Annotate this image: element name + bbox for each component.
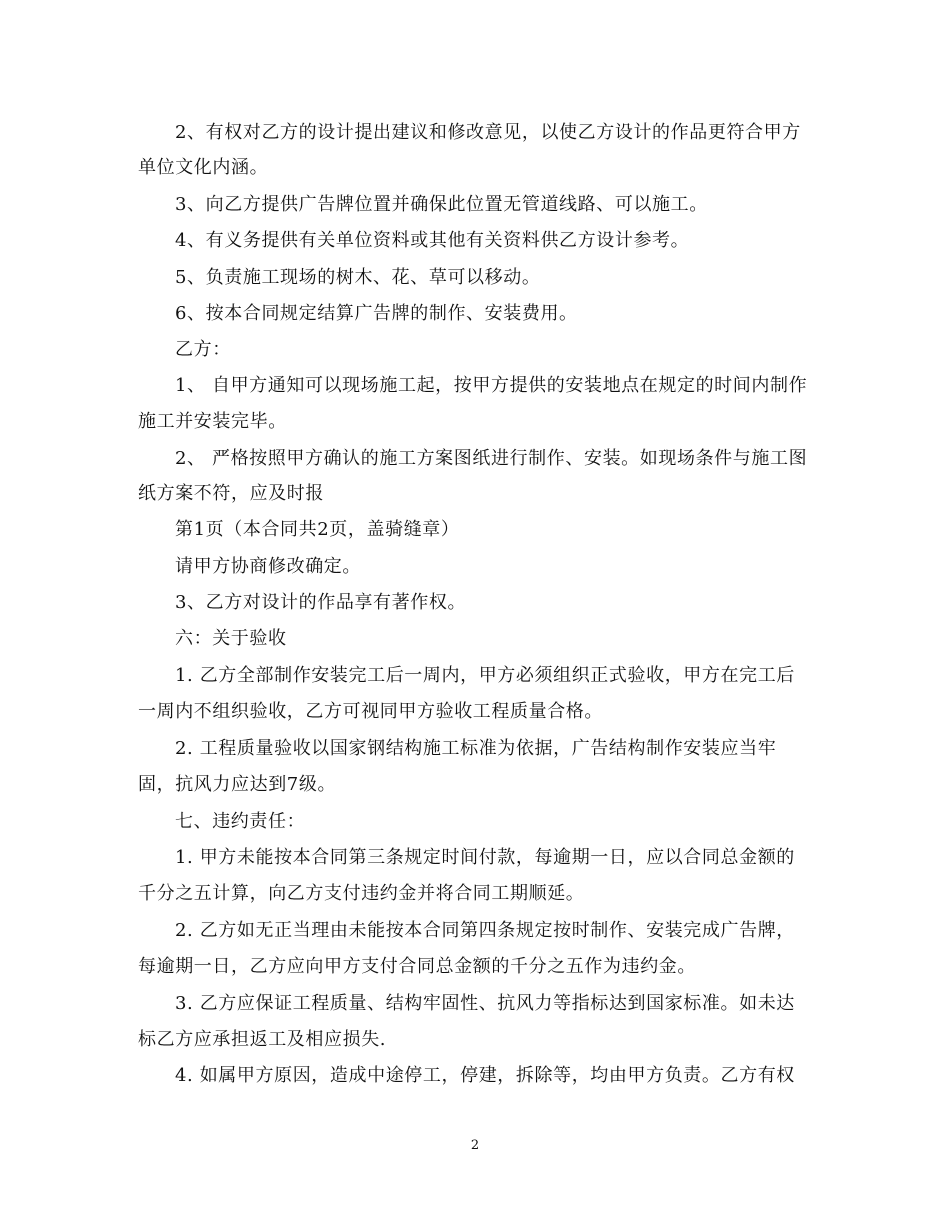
section-heading-breach: 七、违约责任： <box>175 811 306 832</box>
party-b-heading: 乙方： <box>175 339 231 360</box>
text-line-19: 固，抗风力应达到7级。 <box>138 774 337 795</box>
text-line-3: 3、向乙方提供广告牌位置并确保此位置无管道线路、可以施工。 <box>175 194 708 215</box>
text-line-6: 6、按本合同规定结算广告牌的制作、安装费用。 <box>175 303 578 324</box>
text-line-16: 1. 乙方全部制作安装完工后一周内，甲方必须组织正式验收，甲方在完工后 <box>175 665 795 686</box>
section-heading-acceptance: 六：关于验收 <box>175 628 287 649</box>
text-line-14: 3、乙方对设计的作品享有著作权。 <box>175 592 467 613</box>
text-line-21: 1. 甲方未能按本合同第三条规定时间付款，每逾期一日，应以合同总金额的 <box>175 847 795 868</box>
text-line-23: 2. 乙方如无正当理由未能按本合同第四条规定按时制作、安装完成广告牌， <box>175 920 795 941</box>
text-line-10: 2、 严格按照甲方确认的施工方案图纸进行制作、安装。如现场条件与施工图 <box>175 448 808 469</box>
text-line-18: 2. 工程质量验收以国家钢结构施工标准为依据，广告结构制作安装应当牢 <box>175 738 777 759</box>
text-line-13: 请甲方协商修改确定。 <box>175 556 361 577</box>
text-line-24: 每逾期一日，乙方应向甲方支付合同总金额的千分之五作为违约金。 <box>138 956 696 977</box>
text-line-2: 单位文化内涵。 <box>138 157 269 178</box>
text-line-4: 4、有义务提供有关单位资料或其他有关资料供乙方设计参考。 <box>175 230 690 251</box>
text-line-11: 纸方案不符，应及时报 <box>138 483 324 504</box>
text-line-9: 施工并安装完毕。 <box>138 411 287 432</box>
text-line-22: 千分之五计算，向乙方支付违约金并将合同工期顺延。 <box>138 883 585 904</box>
text-line-1: 2、有权对乙方的设计提出建议和修改意见，以使乙方设计的作品更符合甲方 <box>175 122 801 143</box>
text-line-17: 一周内不组织验收，乙方可视同甲方验收工程质量合格。 <box>138 701 603 722</box>
text-line-27: 4. 如属甲方原因，造成中途停工，停建，拆除等，均由甲方负责。乙方有权 <box>175 1065 795 1086</box>
text-line-8: 1、 自甲方通知可以现场施工起，按甲方提供的安装地点在规定的时间内制作 <box>175 375 808 396</box>
text-line-25: 3. 乙方应保证工程质量、结构牢固性、抗风力等指标达到国家标准。如未达 <box>175 993 795 1014</box>
text-line-26: 标乙方应承担返工及相应损失. <box>138 1029 387 1050</box>
page-number: 2 <box>470 1138 480 1153</box>
text-line-5: 5、负责施工现场的树木、花、草可以移动。 <box>175 267 541 288</box>
page-footer-note: 第1页（本合同共2页，盖骑缝章） <box>175 519 460 540</box>
